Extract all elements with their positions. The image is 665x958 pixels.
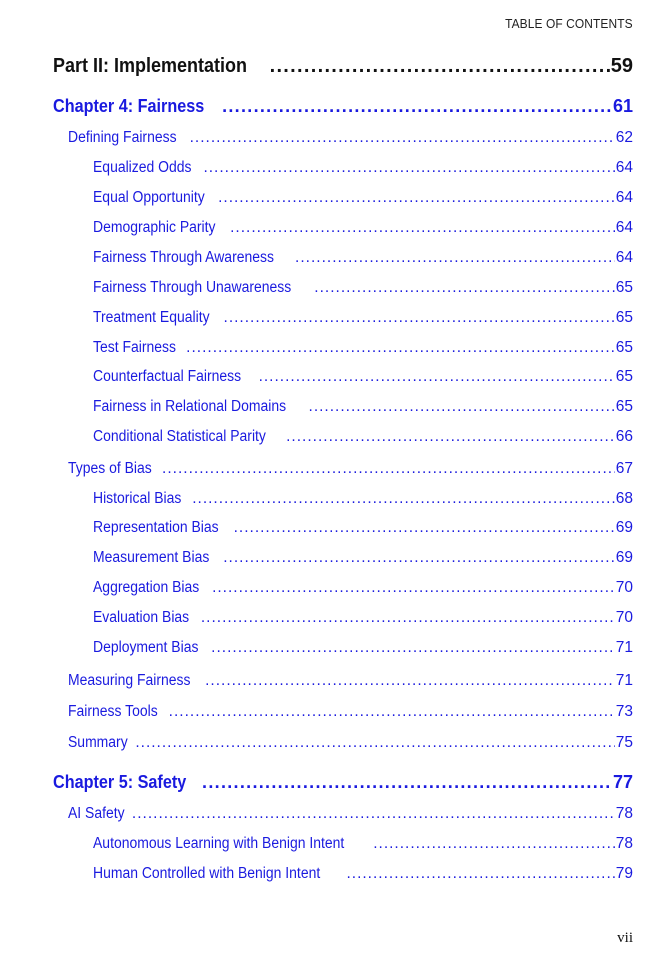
leader-dots bbox=[230, 219, 615, 237]
toc-subsection-entry[interactable] bbox=[93, 490, 633, 508]
toc-entry-page: 64 bbox=[615, 219, 633, 236]
toc-entry-page: 79 bbox=[615, 865, 633, 882]
toc-entry-page: 66 bbox=[615, 428, 633, 445]
toc-entry-title: Fairness Through Awareness bbox=[93, 249, 274, 266]
toc-entry-title: Equalized Odds bbox=[93, 159, 192, 176]
toc-part-entry[interactable] bbox=[53, 55, 633, 78]
leader-dots bbox=[222, 96, 612, 117]
leader-dots bbox=[224, 309, 615, 327]
toc-subsection-entry[interactable] bbox=[93, 368, 633, 386]
toc-entry-title: Measurement Bias bbox=[93, 549, 210, 566]
toc-section-entry[interactable] bbox=[68, 129, 633, 147]
toc-entry-page: 70 bbox=[615, 579, 633, 596]
toc-entry-page: 65 bbox=[615, 368, 633, 385]
toc-subsection-entry[interactable] bbox=[93, 549, 633, 567]
leader-dots bbox=[186, 339, 615, 357]
toc-entry-title: Human Controlled with Benign Intent bbox=[93, 865, 321, 882]
toc-subsection-entry[interactable] bbox=[93, 339, 633, 357]
toc-entry-title: Chapter 4: Fairness bbox=[53, 96, 205, 116]
leader-dots bbox=[202, 772, 612, 793]
toc-subsection-entry[interactable] bbox=[93, 835, 633, 853]
toc-entry-page: 65 bbox=[615, 279, 633, 296]
toc-section-entry[interactable] bbox=[68, 672, 633, 690]
toc-entry-page: 64 bbox=[615, 249, 633, 266]
toc-entry-title: Fairness in Relational Domains bbox=[93, 398, 287, 415]
toc-subsection-entry[interactable] bbox=[93, 639, 633, 657]
toc-entry-title: Test Fairness bbox=[93, 339, 176, 356]
toc-entry-title: Conditional Statistical Parity bbox=[93, 428, 266, 445]
page-number: vii bbox=[617, 930, 633, 946]
toc-subsection-entry[interactable] bbox=[93, 219, 633, 237]
toc-entry-page: 75 bbox=[615, 734, 633, 751]
leader-dots bbox=[223, 549, 615, 567]
toc-entry-page: 78 bbox=[615, 805, 633, 822]
toc-entry-page: 71 bbox=[615, 639, 633, 656]
toc-subsection-entry[interactable] bbox=[93, 519, 633, 537]
leader-dots bbox=[309, 398, 615, 416]
toc-entry-page: 78 bbox=[615, 835, 633, 852]
leader-dots bbox=[346, 865, 614, 883]
toc-entry-page: 71 bbox=[615, 672, 633, 689]
toc-chapter-entry[interactable] bbox=[53, 772, 633, 793]
toc-subsection-entry[interactable] bbox=[93, 609, 633, 627]
toc-entry-page: 61 bbox=[612, 96, 633, 116]
leader-dots bbox=[286, 428, 615, 446]
leader-dots bbox=[270, 55, 610, 78]
toc-entry-title: Equal Opportunity bbox=[93, 189, 205, 206]
leader-dots bbox=[218, 189, 615, 207]
toc-entry-page: 70 bbox=[615, 609, 633, 626]
leader-dots bbox=[234, 519, 615, 537]
toc-subsection-entry[interactable] bbox=[93, 279, 633, 297]
toc-subsection-entry[interactable] bbox=[93, 579, 633, 597]
toc-entry-title: Fairness Through Unawareness bbox=[93, 279, 292, 296]
toc-section-entry[interactable] bbox=[68, 734, 633, 752]
leader-dots bbox=[203, 159, 614, 177]
toc-chapter-entry[interactable] bbox=[53, 96, 633, 117]
toc-entry-title: Evaluation Bias bbox=[93, 609, 190, 626]
toc-entry-title: Aggregation Bias bbox=[93, 579, 200, 596]
toc-entry-title: Demographic Parity bbox=[93, 219, 216, 236]
leader-dots bbox=[373, 835, 615, 853]
leader-dots bbox=[169, 703, 615, 721]
toc-entry-page: 69 bbox=[615, 549, 633, 566]
toc-entry-title: Fairness Tools bbox=[68, 703, 158, 720]
leader-dots bbox=[205, 672, 615, 690]
toc-entry-page: 65 bbox=[615, 309, 633, 326]
leader-dots bbox=[314, 279, 614, 297]
running-header: TABLE OF CONTENTS bbox=[505, 16, 633, 31]
toc-entry-page: 69 bbox=[615, 519, 633, 536]
toc-entry-page: 68 bbox=[615, 490, 633, 507]
leader-dots bbox=[190, 129, 615, 147]
toc-entry-title: Measuring Fairness bbox=[68, 672, 191, 689]
toc-entry-page: 65 bbox=[615, 398, 633, 415]
toc-subsection-entry[interactable] bbox=[93, 398, 633, 416]
leader-dots bbox=[135, 734, 614, 752]
toc-entry-page: 73 bbox=[615, 703, 633, 720]
leader-dots bbox=[162, 460, 615, 478]
toc-entry-title: Summary bbox=[68, 734, 128, 751]
toc-entry-page: 62 bbox=[615, 129, 633, 146]
toc-entry-title: AI Safety bbox=[68, 805, 125, 822]
toc-entry-title: Counterfactual Fairness bbox=[93, 368, 242, 385]
toc-entry-page: 67 bbox=[615, 460, 633, 477]
leader-dots bbox=[259, 368, 615, 386]
leader-dots bbox=[192, 490, 615, 508]
toc-subsection-entry[interactable] bbox=[93, 309, 633, 327]
toc-entry-page: 64 bbox=[615, 159, 633, 176]
toc-entry-title: Historical Bias bbox=[93, 490, 182, 507]
leader-dots bbox=[212, 579, 615, 597]
toc-entry-title: Chapter 5: Safety bbox=[53, 772, 187, 792]
toc-entry-page: 64 bbox=[615, 189, 633, 206]
leader-dots bbox=[132, 805, 615, 823]
toc-entry-page: 65 bbox=[615, 339, 633, 356]
toc-entry-page: 77 bbox=[612, 772, 633, 792]
toc-entry-title: Deployment Bias bbox=[93, 639, 199, 656]
toc-section-entry[interactable] bbox=[68, 805, 633, 823]
leader-dots bbox=[295, 249, 615, 267]
toc-subsection-entry[interactable] bbox=[93, 159, 633, 177]
toc-section-entry[interactable] bbox=[68, 460, 633, 478]
toc-entry-title: Treatment Equality bbox=[93, 309, 210, 326]
toc-entry-page: 59 bbox=[610, 55, 633, 77]
toc-subsection-entry[interactable] bbox=[93, 428, 633, 446]
toc-entry-title: Defining Fairness bbox=[68, 129, 177, 146]
leader-dots bbox=[201, 609, 615, 627]
toc-entry-title: Autonomous Learning with Benign Intent bbox=[93, 835, 345, 852]
leader-dots bbox=[211, 639, 615, 657]
toc-subsection-entry[interactable] bbox=[93, 249, 633, 267]
toc-subsection-entry[interactable] bbox=[93, 189, 633, 207]
toc-entry-title: Representation Bias bbox=[93, 519, 219, 536]
toc-entry-title: Part II: Implementation bbox=[53, 55, 248, 77]
toc-section-entry[interactable] bbox=[68, 703, 633, 721]
toc-entry-title: Types of Bias bbox=[68, 460, 152, 477]
toc-subsection-entry[interactable] bbox=[93, 865, 633, 883]
